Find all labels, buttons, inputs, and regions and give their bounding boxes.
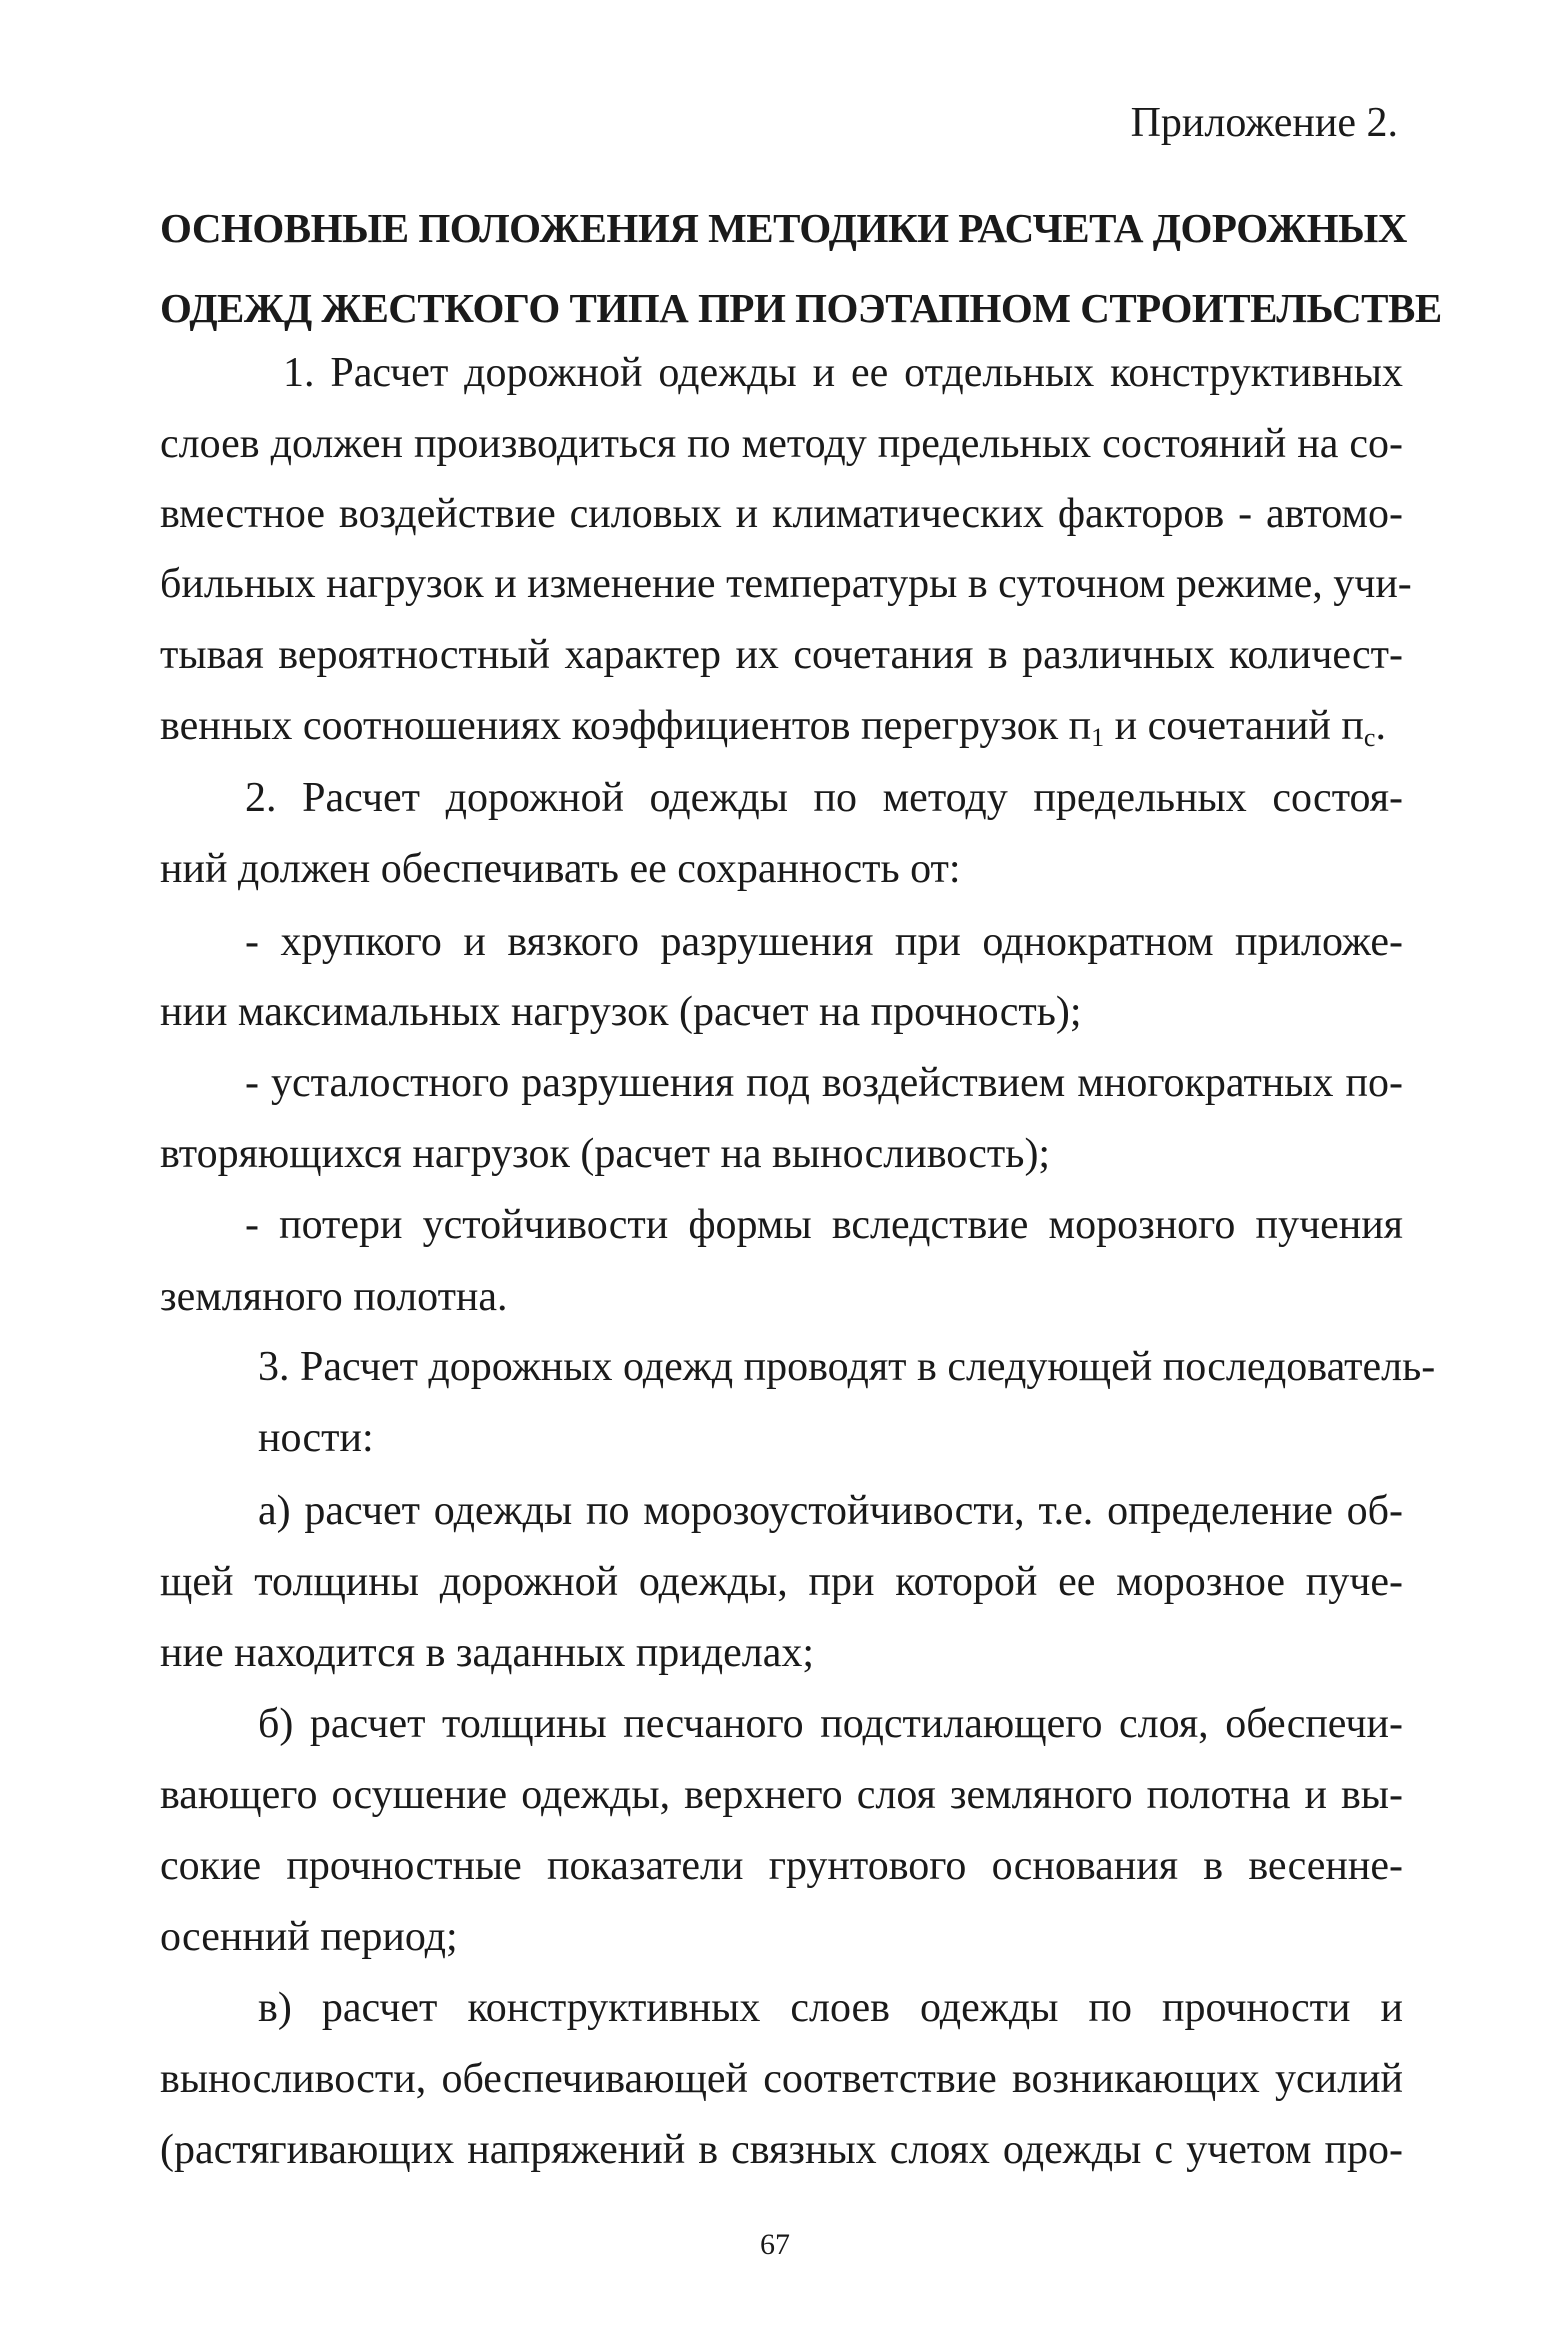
subitem-a-line-3: ние находится в заданных приделах; (160, 1630, 815, 1676)
list-item-2-line-1: - усталостного разрушения под воздействием многократных по- (245, 1060, 1403, 1106)
paragraph-1-line-4: бильных нагрузок и изменение температуры в суточном режиме, учи- (160, 561, 1412, 607)
list-item-3-line-2: земляного полотна. (160, 1274, 508, 1320)
paragraph-1-line-2: слоев должен производиться по методу предельных состояний на со- (160, 421, 1403, 467)
paragraph-3-line-2: ности: (258, 1415, 374, 1461)
subitem-b-line-1: б) расчет толщины песчаного подстилающего слоя, обеспечи- (258, 1701, 1403, 1747)
combination-coefficient-subscript: с (1363, 723, 1376, 752)
list-item-1-line-1: - хрупкого и вязкого разрушения при однократном приложе- (245, 919, 1403, 965)
subitem-c-line-1: в) расчет конструктивных слоев одежды по прочности и (258, 1985, 1403, 2031)
list-item-2-line-2: вторяющихся нагрузок (расчет на выносливость); (160, 1131, 1051, 1177)
paragraph-1-line-6-text-c: . (1375, 703, 1386, 749)
document-title (160, 188, 1442, 348)
subitem-b-line-2: вающего осушение одежды, верхнего слоя земляного полотна и вы- (160, 1772, 1403, 1818)
list-item-1-line-2: нии максимальных нагрузок (расчет на прочность); (160, 989, 1082, 1035)
subitem-a-line-2: щей толщины дорожной одежды, при которой ее морозное пуче- (160, 1559, 1403, 1605)
paragraph-1-line-6 (160, 705, 1386, 753)
paragraph-3-line-1: 3. Расчет дорожных одежд проводят в следующей последователь- (258, 1344, 1436, 1390)
appendix-label: Приложение 2. (1130, 100, 1398, 146)
subitem-c-line-2: выносливости, обеспечивающей соответствие возникающих усилий (160, 2056, 1403, 2102)
overload-coefficient-subscript: 1 (1091, 723, 1105, 752)
paragraph-2-line-2: ний должен обеспечивать ее сохранность от: (160, 846, 961, 892)
list-item-3-line-1: - потери устойчивости формы вследствие морозного пучения (245, 1202, 1403, 1248)
subitem-c-line-3: (растягивающих напряжений в связных слоях одежды с учетом про- (160, 2127, 1403, 2173)
paragraph-1-line-6-text-b: и сочетаний п (1104, 703, 1364, 749)
title-line-2: ОДЕЖД ЖЕСТКОГО ТИПА ПРИ ПОЭТАПНОМ СТРОИТЕЛЬСТВЕ (160, 285, 1442, 331)
paragraph-1-line-1: 1. Расчет дорожной одежды и ее отдельных конструктивных (283, 350, 1403, 396)
title-line-1: ОСНОВНЫЕ ПОЛОЖЕНИЯ МЕТОДИКИ РАСЧЕТА ДОРОЖНЫХ (160, 205, 1407, 251)
subitem-b-line-4: осенний период; (160, 1914, 458, 1960)
paragraph-1-line-3: вместное воздействие силовых и климатических факторов - автомо- (160, 491, 1403, 537)
paragraph-2-line-1: 2. Расчет дорожной одежды по методу предельных состоя- (245, 775, 1403, 821)
page-number: 67 (760, 2228, 790, 2261)
paragraph-1-line-6-text-a: венных соотношениях коэффициентов перегрузок п (160, 703, 1092, 749)
paragraph-1-line-5: тывая вероятностный характер их сочетания в различных количест- (160, 632, 1403, 678)
subitem-b-line-3: сокие прочностные показатели грунтового основания в весенне- (160, 1843, 1403, 1889)
subitem-a-line-1: а) расчет одежды по морозоустойчивости, т.е. определение об- (258, 1488, 1403, 1534)
